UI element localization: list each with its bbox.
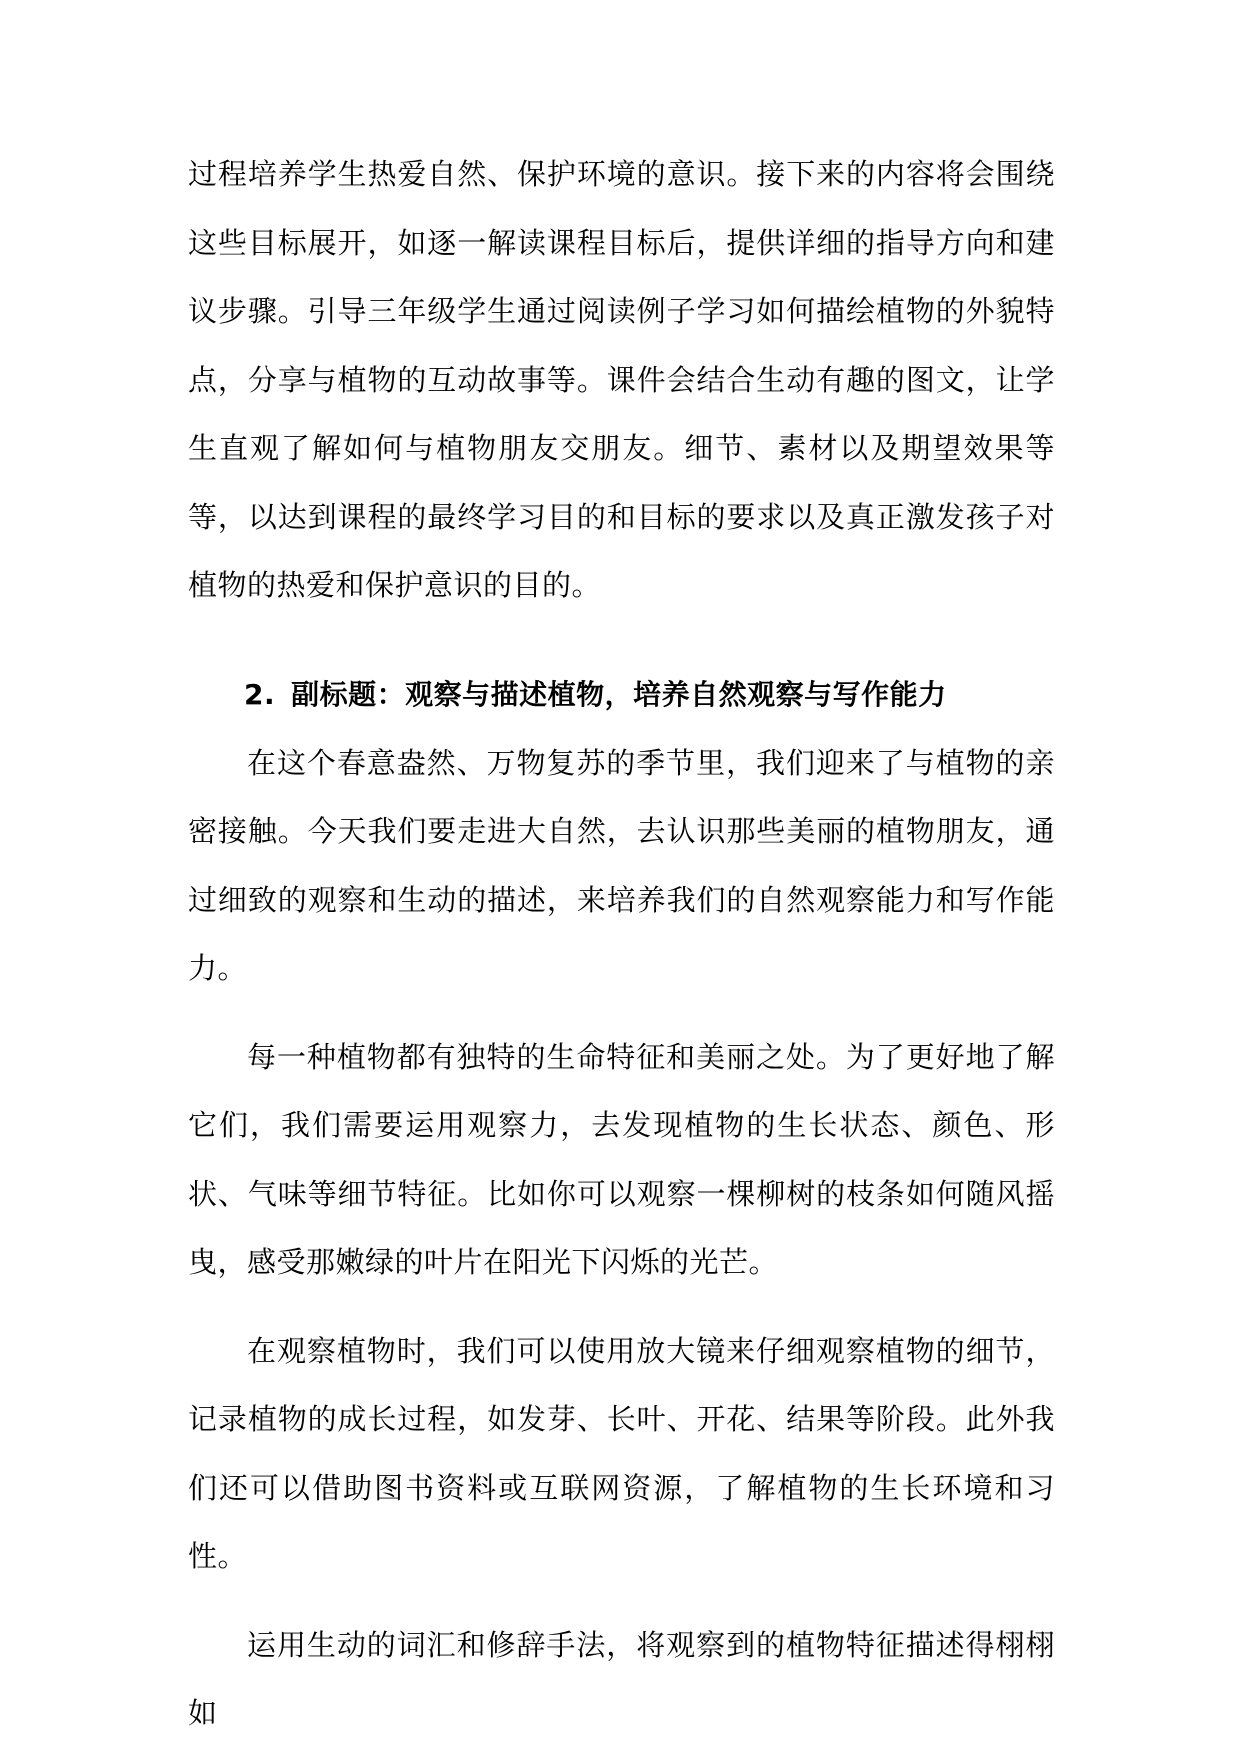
body-paragraph: 运用生动的词汇和修辞手法，将观察到的植物特征描述得栩栩如 [188, 1627, 1055, 1730]
spacer [188, 620, 1055, 661]
body-paragraph: 在观察植物时，我们可以使用放大镜来仔细观察植物的细节，记录植物的成长过程，如发芽、长叶、开花、结果等阶段。此外我们还可以借助图书资料或互联网资源，了解植物的生长环境和习性。 [188, 1333, 1055, 1573]
spacer [188, 1003, 1055, 1023]
spacer [188, 1591, 1055, 1611]
section-number: 2. [244, 677, 276, 711]
spacer [188, 1297, 1055, 1317]
document-body [188, 140, 1055, 1748]
section-title: 副标题：观察与描述植物，培养自然观察与写作能力 [291, 677, 947, 711]
body-paragraph: 在这个春意盎然、万物复苏的季节里，我们迎来了与植物的亲密接触。今天我们要走进大自然，去认识那些美丽的植物朋友，通过细致的观察和生动的描述，来培养我们的自然观察能力和写作能力。 [188, 745, 1055, 985]
intro-paragraph: 过程培养学生热爱自然、保护环境的意识。接下来的内容将会围绕这些目标展开，如逐一解读课程目标后，提供详细的指导方向和建议步骤。引导三年级学生通过阅读例子学习如何描绘植物的外貌特点，分享与植物的互动故事等。课件会结合生动有趣的图文，让学生直观了解如何与植物朋友交朋友。细节、素材以及期望效果等等，以达到课程的最终学习目的和目标的要求以及真正激发孩子对植物的热爱和保护意识的目的。 [188, 157, 1055, 602]
body-paragraph: 每一种植物都有独特的生命特征和美丽之处。为了更好地了解它们，我们需要运用观察力，去发现植物的生长状态、颜色、形状、气味等细节特征。比如你可以观察一棵柳树的枝条如何随风摇曳，感受那嫩绿的叶片在阳光下闪烁的光芒。 [188, 1039, 1055, 1279]
section-heading [188, 661, 1055, 729]
